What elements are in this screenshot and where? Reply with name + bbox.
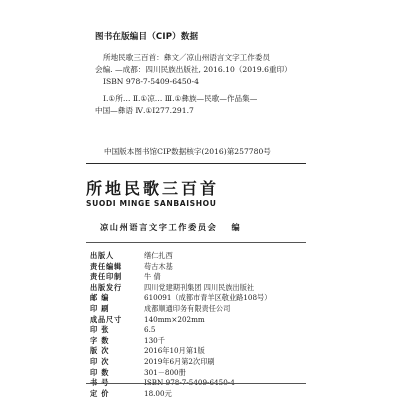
divider <box>86 383 306 384</box>
detail-row <box>90 251 320 262</box>
detail-label: 责任印制 <box>90 272 122 282</box>
detail-row <box>90 357 320 368</box>
detail-label: 印 张 <box>90 325 110 335</box>
detail-value: 缮仁扎西 <box>144 251 173 260</box>
cip-block <box>95 52 345 117</box>
book-title: 所地民歌三百首 <box>86 179 220 198</box>
cip-line: 所地民歌三百首：彝文／凉山州语言文字工作委员 <box>103 53 271 62</box>
book-pinyin: SUODI MINGE SANBAISHOU <box>86 199 217 208</box>
detail-row <box>90 272 320 283</box>
detail-value: 140mm×202mm <box>144 314 205 324</box>
divider <box>86 242 306 243</box>
detail-value: 6.5 <box>144 325 156 335</box>
detail-row <box>90 389 320 400</box>
detail-label: 字 数 <box>90 335 110 345</box>
cip-header: 图书在版编目（CIP）数据 <box>95 32 199 42</box>
detail-label: 出版发行 <box>90 282 122 292</box>
detail-label: 印 数 <box>90 367 110 377</box>
detail-label: 印 次 <box>90 356 110 366</box>
detail-label: 定 价 <box>90 388 110 398</box>
detail-label: 印 刷 <box>90 303 110 313</box>
detail-row <box>90 325 320 336</box>
detail-label: 出版人 <box>90 251 114 260</box>
detail-row <box>90 283 320 294</box>
cip-number: 中国版本图书馆CIP数据核字(2016)第257780号 <box>104 147 271 156</box>
detail-row <box>90 368 320 379</box>
detail-label: 版 次 <box>90 346 110 356</box>
detail-row <box>90 315 320 326</box>
author-role: 编 <box>231 222 242 232</box>
detail-value: 牛 倩 <box>144 272 161 282</box>
detail-value: 苟古木基 <box>144 261 173 271</box>
detail-value: 四川党建期刊集团 四川民族出版社 <box>144 282 255 292</box>
publication-details <box>90 251 320 399</box>
detail-value: 610091（成都市青羊区敬业路108号） <box>144 293 272 303</box>
cip-line: 中国—彝语 Ⅳ.①I277.291.7 <box>95 106 194 116</box>
detail-label: 邮 编 <box>90 293 110 303</box>
detail-value: 成都顺通印务有限责任公司 <box>144 303 231 313</box>
detail-label: 书 号 <box>90 378 110 388</box>
detail-row <box>90 262 320 273</box>
detail-value: 2016年10月第1版 <box>144 346 205 356</box>
detail-value: 130千 <box>144 335 165 345</box>
detail-value: ISBN 978-7-5409-6450-4 <box>144 378 235 388</box>
detail-row <box>90 304 320 315</box>
author-line <box>100 222 241 233</box>
author-name: 凉山州语言文字工作委员会 <box>100 222 218 232</box>
detail-value: 2019年6月第2次印刷 <box>144 356 215 366</box>
cip-line: ISBN 978-7-5409-6450-4 <box>103 76 199 86</box>
detail-row <box>90 293 320 304</box>
cip-line: 会编. —成都：四川民族出版社, 2016.10（2019.6重印） <box>95 64 292 74</box>
detail-value: 18.00元 <box>144 388 172 398</box>
detail-row <box>90 336 320 347</box>
cip-line: Ⅰ.①所… Ⅱ.①凉… Ⅲ.①彝族—民歌—作品集— <box>103 94 258 104</box>
detail-value: 301－800册 <box>144 367 186 377</box>
detail-label: 成品尺寸 <box>90 314 122 324</box>
divider <box>86 163 306 164</box>
detail-row <box>90 346 320 357</box>
detail-label: 责任编辑 <box>90 261 122 271</box>
